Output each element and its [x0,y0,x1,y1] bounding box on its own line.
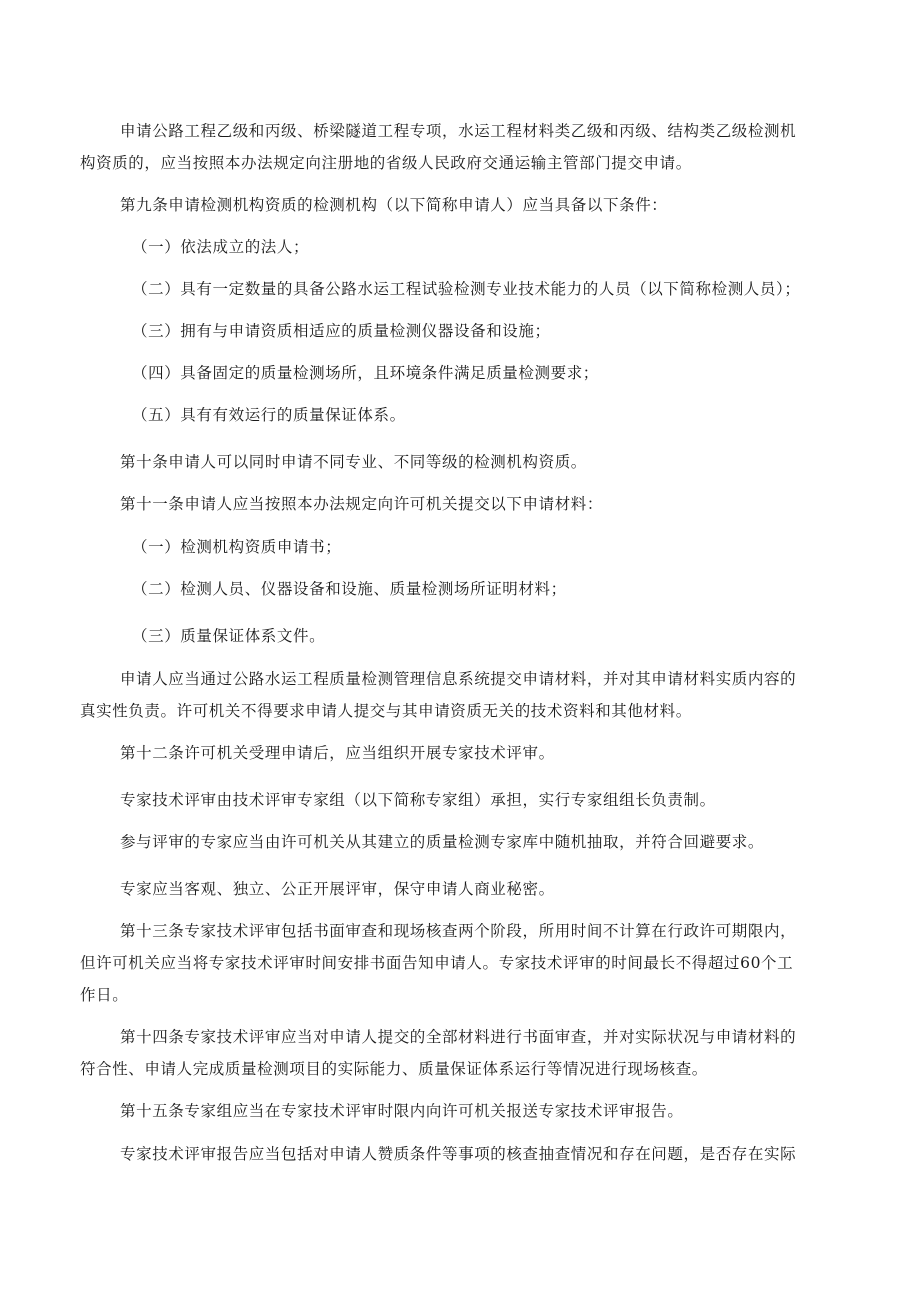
article-13-text: 第十三条专家技术评审包括书面审查和现场核查两个阶段，所用时间不计算在行政许可期限内， [120,922,797,940]
article-15-text: 第十五条专家组应当在专家技术评审时限内向许可机关报送专家技术评审报告。 [120,1102,684,1120]
paragraph-line: 真实性负责。许可机关不得要求申请人提交与其申请资质无关的技术资料和其他材料。 [80,702,692,720]
list-item: （二）检测人员、仪器设备和设施、质量检测场所证明材料； [132,580,567,598]
article-14-text: 第十四条专家技术评审应当对申请人提交的全部材料进行书面审查，并对实际状况与申请材料的 [120,1028,797,1046]
paragraph-line: 申请公路工程乙级和丙级、桥梁隧道工程专项，水运工程材料类乙级和丙级、结构类乙级检测机 [120,122,797,140]
list-item: （二）具有一定数量的具备公路水运工程试验检测专业技术能力的人员（以下简称检测人员）； [132,280,801,298]
article-12-text: 第十二条许可机关受理申请后，应当组织开展专家技术评审。 [120,744,555,762]
paragraph-line: 参与评审的专家应当由许可机关从其建立的质量检测专家库中随机抽取，并符合回避要求。 [120,833,765,851]
article-9-heading: 第九条申请检测机构资质的检测机构（以下简称申请人）应当具备以下条件： [120,196,668,214]
paragraph-line: 作日。 [80,986,129,1004]
article-11-heading: 第十一条申请人应当按照本办法规定向许可机关提交以下申请材料： [120,495,604,513]
list-item: （四）具备固定的质量检测场所，且环境条件满足质量检测要求； [132,364,599,382]
paragraph-line: 符合性、申请人完成质量检测项目的实际能力、质量保证体系运行等情况进行现场核查。 [80,1060,708,1078]
paragraph-line: 专家应当客观、独立、公正开展评审，保守申请人商业秘密。 [120,880,555,898]
list-item: （三）拥有与申请资质相适应的质量检测仪器设备和设施； [132,322,551,340]
list-item: （五）具有有效运行的质量保证体系。 [132,406,406,424]
paragraph-line: 专家技术评审报告应当包括对申请人赞质条件等事项的核查抽查情况和存在问题，是否存在实际 [120,1145,797,1163]
paragraph-line: 申请人应当通过公路水运工程质量检测管理信息系统提交申请材料，并对其申请材料实质内容的 [120,670,797,688]
list-item: （一）依法成立的法人； [132,238,310,256]
paragraph-line: 专家技术评审由技术评审专家组（以下简称专家组）承担，实行专家组组长负责制。 [120,791,716,809]
paragraph-line: 但许可机关应当将专家技术评审时间安排书面告知申请人。专家技术评审的时间最长不得超过60个工 [80,954,794,972]
list-item: （三）质量保证体系文件。 [132,627,326,645]
paragraph-line: 构资质的，应当按照本办法规定向注册地的省级人民政府交通运输主管部门提交申请。 [80,154,692,172]
article-10-text: 第十条申请人可以同时申请不同专业、不同等级的检测机构资质。 [120,453,587,471]
list-item: （一）检测机构资质申请书； [132,538,342,556]
